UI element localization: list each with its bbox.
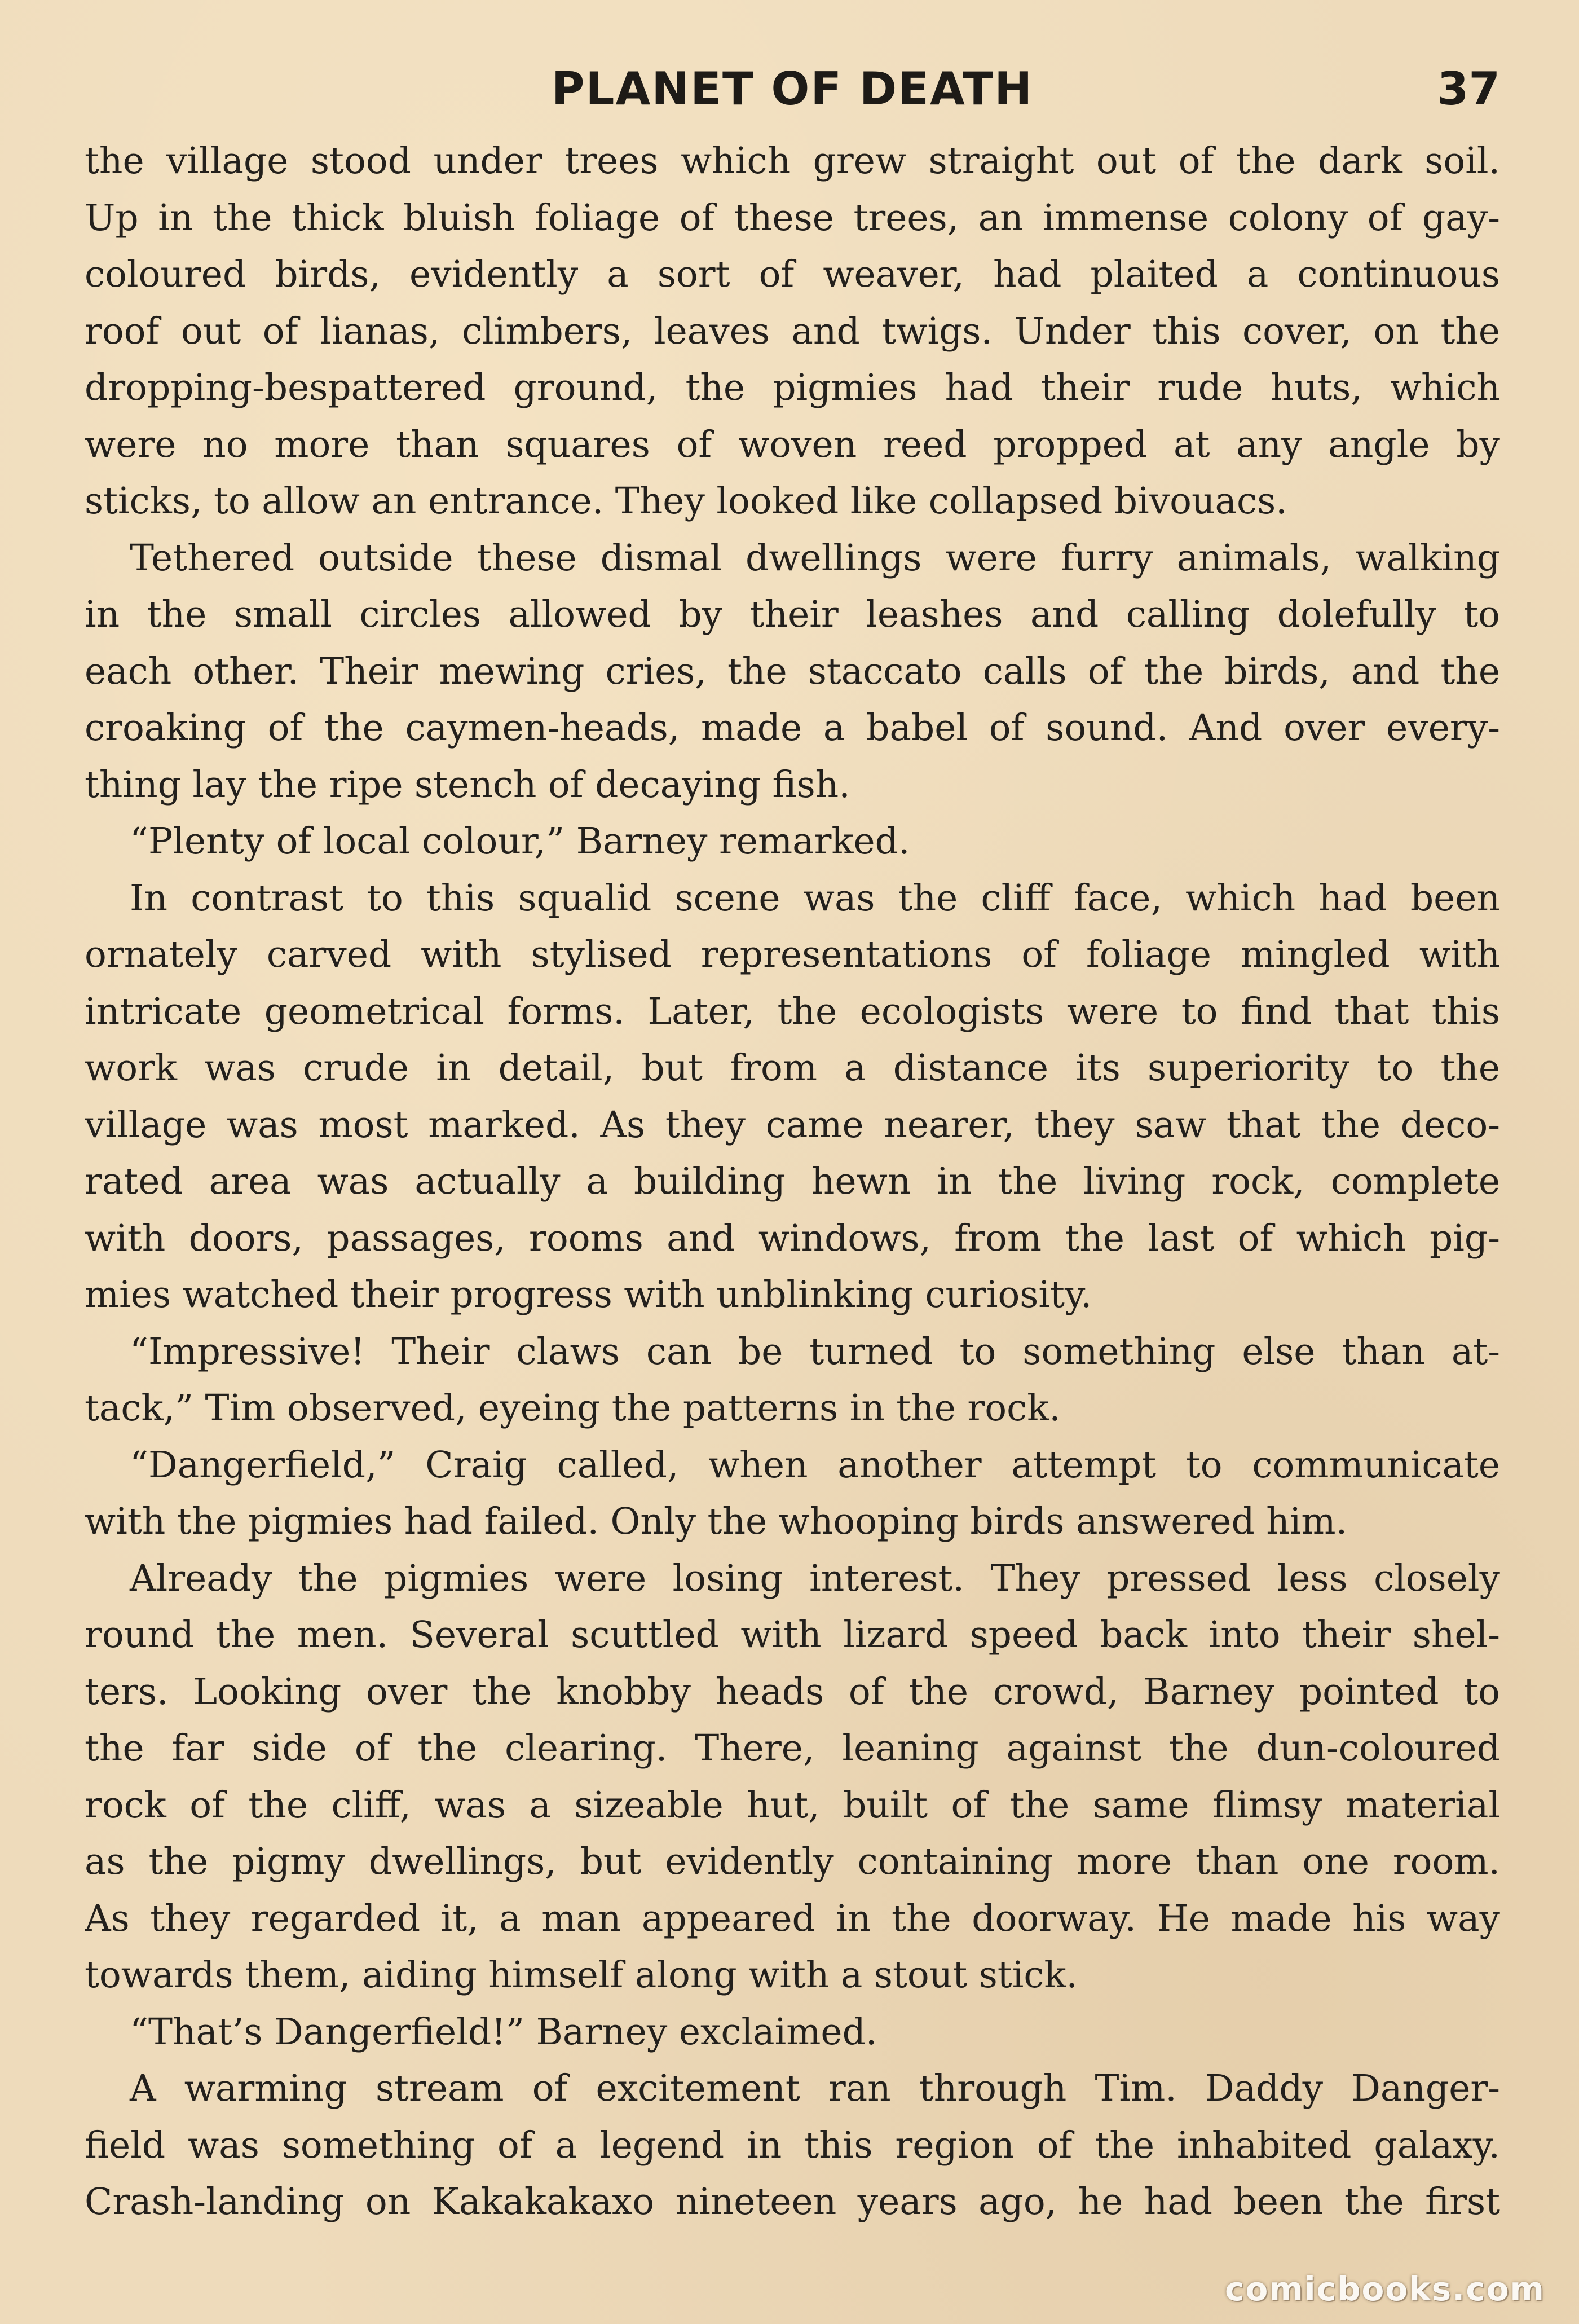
text-line: rock of the cliff, was a sizeable hut, built of the same flimsy material [85, 1784, 1500, 1826]
watermark: comicbooks.com [1225, 2270, 1545, 2308]
text-line: in the small circles allowed by their leashes and calling dolefully to [85, 593, 1500, 636]
text-line: each other. Their mewing cries, the staccato calls of the birds, and the [85, 650, 1500, 693]
text-line: as the pigmy dwellings, but evidently containing more than one room. [85, 1841, 1500, 1883]
text-line: coloured birds, evidently a sort of weaver, had plaited a continuous [85, 253, 1500, 296]
text-line: work was crude in detail, but from a distance its superiority to the [85, 1047, 1500, 1089]
body-text [85, 133, 1500, 2231]
text-line: croaking of the caymen-heads, made a babel of sound. And over every- [85, 707, 1500, 749]
text-line: ters. Looking over the knobby heads of the crowd, Barney pointed to [85, 1670, 1500, 1713]
text-line: the far side of the clearing. There, leaning against the dun-coloured [85, 1727, 1500, 1770]
text-line: roof out of lianas, climbers, leaves and twigs. Under this cover, on the [85, 310, 1500, 353]
text-line: “Impressive! Their claws can be turned to something else than at- [130, 1330, 1500, 1373]
text-line: A warming stream of excitement ran through Tim. Daddy Danger- [130, 2067, 1500, 2110]
running-head [85, 63, 1500, 133]
text-line: Tethered outside these dismal dwellings were furry animals, walking [130, 536, 1500, 579]
text-line: “Plenty of local colour,” Barney remarked. [130, 820, 910, 862]
text-line: round the men. Several scuttled with lizard speed back into their shel- [85, 1614, 1500, 1656]
text-line: ornately carved with stylised representations of foliage mingled with [85, 934, 1500, 976]
text-line: “That’s Dangerfield!” Barney exclaimed. [130, 2010, 877, 2053]
text-line: the village stood under trees which grew straight out of the dark soil. [85, 140, 1500, 182]
text-line: thing lay the ripe stench of decaying fish. [85, 763, 850, 806]
text-line: dropping-bespattered ground, the pigmies had their rude huts, which [85, 367, 1500, 409]
text-line: towards them, aiding himself along with a stout stick. [85, 1954, 1078, 1996]
text-line: In contrast to this squalid scene was the cliff face, which had been [130, 877, 1500, 919]
text-line: tack,” Tim observed, eyeing the patterns in the rock. [85, 1387, 1061, 1429]
text-line: mies watched their progress with unblinking curiosity. [85, 1274, 1092, 1316]
text-line: rated area was actually a building hewn in the living rock, complete [85, 1160, 1500, 1203]
text-line: with doors, passages, rooms and windows, from the last of which pig- [85, 1217, 1500, 1260]
text-line: intricate geometrical forms. Later, the ecologists were to find that this [85, 990, 1500, 1033]
text-line: sticks, to allow an entrance. They looked like collapsed bivouacs. [85, 480, 1287, 522]
page-number: 37 [1437, 63, 1500, 115]
text-line: with the pigmies had failed. Only the whooping birds answered him. [85, 1500, 1348, 1543]
text-line: were no more than squares of woven reed propped at any angle by [85, 423, 1500, 466]
text-line: As they regarded it, a man appeared in the doorway. He made his way [85, 1897, 1500, 1940]
book-title: PLANET OF DEATH [551, 63, 1034, 115]
book-page [85, 63, 1500, 2312]
text-line: Already the pigmies were losing interest. They pressed less closely [130, 1557, 1500, 1600]
text-line: Up in the thick bluish foliage of these trees, an immense colony of gay- [85, 196, 1500, 239]
text-line: field was something of a legend in this region of the inhabited galaxy. [85, 2124, 1500, 2167]
text-line: Crash-landing on Kakakakaxo nineteen years ago, he had been the first [85, 2181, 1500, 2223]
text-line: “Dangerfield,” Craig called, when another attempt to communicate [130, 1443, 1500, 1486]
text-line: village was most marked. As they came nearer, they saw that the deco- [85, 1103, 1500, 1146]
